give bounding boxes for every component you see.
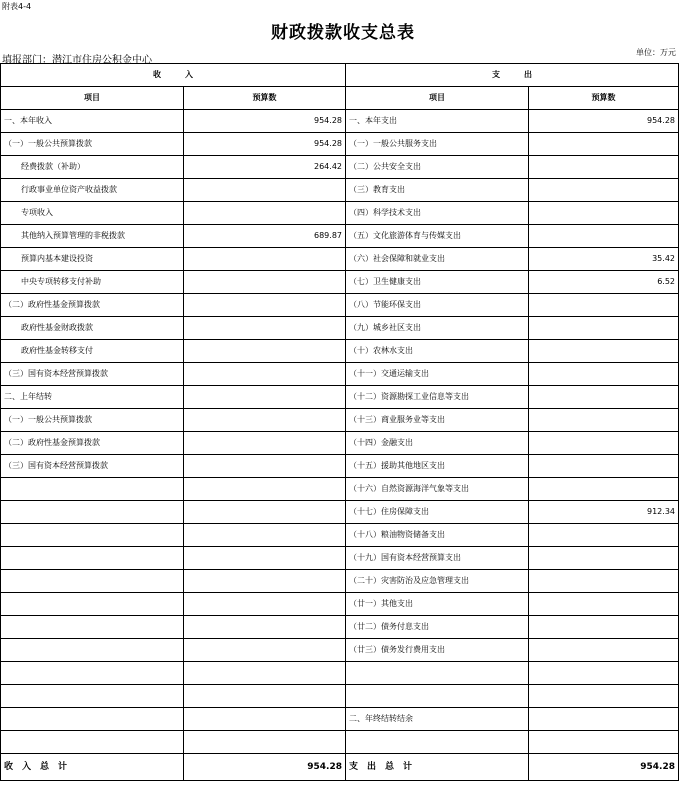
expense-budget-cell bbox=[529, 616, 679, 639]
income-item-cell bbox=[1, 616, 184, 639]
expense-item-cell: （一）一般公共服务支出 bbox=[346, 133, 529, 156]
income-budget-cell bbox=[184, 271, 346, 294]
income-budget-cell bbox=[184, 432, 346, 455]
expense-item-cell: （十五）援助其他地区支出 bbox=[346, 455, 529, 478]
table-row bbox=[1, 340, 679, 363]
expense-budget-header: 预算数 bbox=[529, 87, 679, 110]
income-item-cell: 二、上年结转 bbox=[1, 386, 184, 409]
income-total-label: 收 入 总 计 bbox=[1, 754, 184, 781]
income-budget-cell bbox=[184, 501, 346, 524]
income-budget-header: 预算数 bbox=[184, 87, 346, 110]
income-item-cell: 专项收入 bbox=[1, 202, 184, 225]
expense-budget-cell bbox=[529, 547, 679, 570]
expense-item-cell: 一、本年支出 bbox=[346, 110, 529, 133]
expense-budget-cell: 35.42 bbox=[529, 248, 679, 271]
expense-total-label: 支 出 总 计 bbox=[346, 754, 529, 781]
expense-budget-cell bbox=[529, 685, 679, 708]
income-item-cell bbox=[1, 731, 184, 754]
expense-item-cell bbox=[346, 685, 529, 708]
income-item-cell bbox=[1, 685, 184, 708]
income-budget-cell bbox=[184, 731, 346, 754]
department-label: 填报部门：潜江市住房公积金中心 bbox=[2, 55, 152, 66]
income-item-cell: 其他纳入预算管理的非税拨款 bbox=[1, 225, 184, 248]
table-row bbox=[1, 662, 679, 685]
income-budget-cell bbox=[184, 593, 346, 616]
table-row bbox=[1, 731, 679, 754]
income-budget-cell bbox=[184, 179, 346, 202]
income-budget-cell bbox=[184, 202, 346, 225]
income-item-cell bbox=[1, 639, 184, 662]
table-row bbox=[1, 294, 679, 317]
income-budget-cell bbox=[184, 685, 346, 708]
expense-item-cell: （十四）金融支出 bbox=[346, 432, 529, 455]
table-row bbox=[1, 501, 679, 524]
expense-budget-cell bbox=[529, 202, 679, 225]
table-row bbox=[1, 317, 679, 340]
expense-item-cell: （三）教育支出 bbox=[346, 179, 529, 202]
income-budget-cell: 264.42 bbox=[184, 156, 346, 179]
expense-budget-cell: 912.34 bbox=[529, 501, 679, 524]
totals-row bbox=[1, 754, 679, 781]
expense-item-cell: （二）公共安全支出 bbox=[346, 156, 529, 179]
expense-budget-cell bbox=[529, 317, 679, 340]
income-budget-cell bbox=[184, 340, 346, 363]
expense-item-cell: （五）文化旅游体育与传媒支出 bbox=[346, 225, 529, 248]
income-item-cell: 预算内基本建设投资 bbox=[1, 248, 184, 271]
table-row bbox=[1, 202, 679, 225]
expense-total-value: 954.28 bbox=[529, 754, 679, 781]
expense-budget-cell bbox=[529, 455, 679, 478]
expense-item-cell: （廿一）其他支出 bbox=[346, 593, 529, 616]
page-title: 财政拨款收支总表 bbox=[271, 23, 415, 43]
income-item-cell bbox=[1, 478, 184, 501]
income-item-cell: 中央专项转移支付补助 bbox=[1, 271, 184, 294]
expense-item-cell: （十二）资源勘探工业信息等支出 bbox=[346, 386, 529, 409]
expense-budget-cell: 6.52 bbox=[529, 271, 679, 294]
income-item-cell: （一）一般公共预算拨款 bbox=[1, 409, 184, 432]
table-row bbox=[1, 455, 679, 478]
expense-header: 支 出 bbox=[346, 64, 679, 87]
expense-budget-cell bbox=[529, 133, 679, 156]
income-budget-cell bbox=[184, 455, 346, 478]
income-budget-cell bbox=[184, 386, 346, 409]
income-budget-cell bbox=[184, 294, 346, 317]
expense-budget-cell bbox=[529, 570, 679, 593]
income-budget-cell bbox=[184, 524, 346, 547]
expense-budget-cell: 954.28 bbox=[529, 110, 679, 133]
income-budget-cell: 954.28 bbox=[184, 133, 346, 156]
column-header-row bbox=[1, 87, 679, 110]
expense-budget-cell bbox=[529, 409, 679, 432]
expense-item-cell: （十一）交通运输支出 bbox=[346, 363, 529, 386]
table-row bbox=[1, 363, 679, 386]
expense-budget-cell bbox=[529, 639, 679, 662]
expense-budget-cell bbox=[529, 478, 679, 501]
budget-summary-table bbox=[0, 63, 679, 781]
expense-item-cell: （九）城乡社区支出 bbox=[346, 317, 529, 340]
income-item-cell bbox=[1, 708, 184, 731]
expense-budget-cell bbox=[529, 593, 679, 616]
income-budget-cell bbox=[184, 616, 346, 639]
expense-budget-cell bbox=[529, 156, 679, 179]
expense-budget-cell bbox=[529, 294, 679, 317]
expense-item-header: 项目 bbox=[346, 87, 529, 110]
expense-item-cell: （七）卫生健康支出 bbox=[346, 271, 529, 294]
expense-item-cell: （十九）国有资本经营预算支出 bbox=[346, 547, 529, 570]
expense-budget-cell bbox=[529, 662, 679, 685]
income-budget-cell bbox=[184, 639, 346, 662]
expense-budget-cell bbox=[529, 731, 679, 754]
income-item-cell: （二）政府性基金预算拨款 bbox=[1, 294, 184, 317]
expense-item-cell: （十三）商业服务业等支出 bbox=[346, 409, 529, 432]
expense-budget-cell bbox=[529, 524, 679, 547]
table-row bbox=[1, 593, 679, 616]
income-item-header: 项目 bbox=[1, 87, 184, 110]
table-row bbox=[1, 179, 679, 202]
income-budget-cell bbox=[184, 478, 346, 501]
expense-item-cell: （二十）灾害防治及应急管理支出 bbox=[346, 570, 529, 593]
income-item-cell: 政府性基金财政拨款 bbox=[1, 317, 184, 340]
table-row bbox=[1, 248, 679, 271]
table-row bbox=[1, 524, 679, 547]
income-item-cell: 政府性基金转移支付 bbox=[1, 340, 184, 363]
table-row bbox=[1, 708, 679, 731]
expense-item-cell: （十八）粮油物资储备支出 bbox=[346, 524, 529, 547]
income-item-cell bbox=[1, 662, 184, 685]
income-item-cell bbox=[1, 547, 184, 570]
income-item-cell: （三）国有资本经营预算拨款 bbox=[1, 455, 184, 478]
expense-item-cell bbox=[346, 731, 529, 754]
expense-item-cell bbox=[346, 662, 529, 685]
income-header: 收 入 bbox=[1, 64, 346, 87]
table-row bbox=[1, 639, 679, 662]
table-row bbox=[1, 271, 679, 294]
expense-item-cell: （廿三）债务发行费用支出 bbox=[346, 639, 529, 662]
income-item-cell bbox=[1, 501, 184, 524]
income-item-cell bbox=[1, 593, 184, 616]
table-row bbox=[1, 156, 679, 179]
income-budget-cell bbox=[184, 409, 346, 432]
section-header-row bbox=[1, 64, 679, 87]
expense-item-cell: （四）科学技术支出 bbox=[346, 202, 529, 225]
expense-item-cell: （十六）自然资源海洋气象等支出 bbox=[346, 478, 529, 501]
expense-budget-cell bbox=[529, 386, 679, 409]
expense-budget-cell bbox=[529, 179, 679, 202]
table-row bbox=[1, 432, 679, 455]
income-item-cell: （一）一般公共预算拨款 bbox=[1, 133, 184, 156]
expense-item-cell: （十）农林水支出 bbox=[346, 340, 529, 363]
table-row bbox=[1, 133, 679, 156]
income-item-cell bbox=[1, 570, 184, 593]
income-item-cell: 经费拨款（补助） bbox=[1, 156, 184, 179]
income-budget-cell bbox=[184, 248, 346, 271]
income-total-value: 954.28 bbox=[184, 754, 346, 781]
table-row bbox=[1, 570, 679, 593]
income-budget-cell bbox=[184, 708, 346, 731]
table-row bbox=[1, 616, 679, 639]
expense-budget-cell bbox=[529, 708, 679, 731]
income-item-cell: 一、本年收入 bbox=[1, 110, 184, 133]
expense-budget-cell bbox=[529, 363, 679, 386]
table-row bbox=[1, 110, 679, 133]
expense-budget-cell bbox=[529, 432, 679, 455]
income-budget-cell bbox=[184, 363, 346, 386]
unit-label: 单位：万元 bbox=[636, 48, 676, 57]
expense-budget-cell bbox=[529, 225, 679, 248]
income-item-cell: （三）国有资本经营预算拨款 bbox=[1, 363, 184, 386]
expense-item-cell: （六）社会保障和就业支出 bbox=[346, 248, 529, 271]
income-budget-cell: 954.28 bbox=[184, 110, 346, 133]
income-item-cell bbox=[1, 524, 184, 547]
income-budget-cell bbox=[184, 570, 346, 593]
income-item-cell: 行政事业单位资产收益拨款 bbox=[1, 179, 184, 202]
table-row bbox=[1, 225, 679, 248]
table-row bbox=[1, 409, 679, 432]
expense-item-cell: （八）节能环保支出 bbox=[346, 294, 529, 317]
table-row bbox=[1, 685, 679, 708]
income-budget-cell bbox=[184, 547, 346, 570]
expense-budget-cell bbox=[529, 340, 679, 363]
expense-item-cell: 二、年终结转结余 bbox=[346, 708, 529, 731]
table-row bbox=[1, 547, 679, 570]
income-budget-cell bbox=[184, 317, 346, 340]
table-row bbox=[1, 478, 679, 501]
expense-item-cell: （廿二）债务付息支出 bbox=[346, 616, 529, 639]
annex-label: 附表4-4 bbox=[2, 2, 32, 11]
expense-item-cell: （十七）住房保障支出 bbox=[346, 501, 529, 524]
income-budget-cell: 689.87 bbox=[184, 225, 346, 248]
income-item-cell: （二）政府性基金预算拨款 bbox=[1, 432, 184, 455]
table-row bbox=[1, 386, 679, 409]
income-budget-cell bbox=[184, 662, 346, 685]
